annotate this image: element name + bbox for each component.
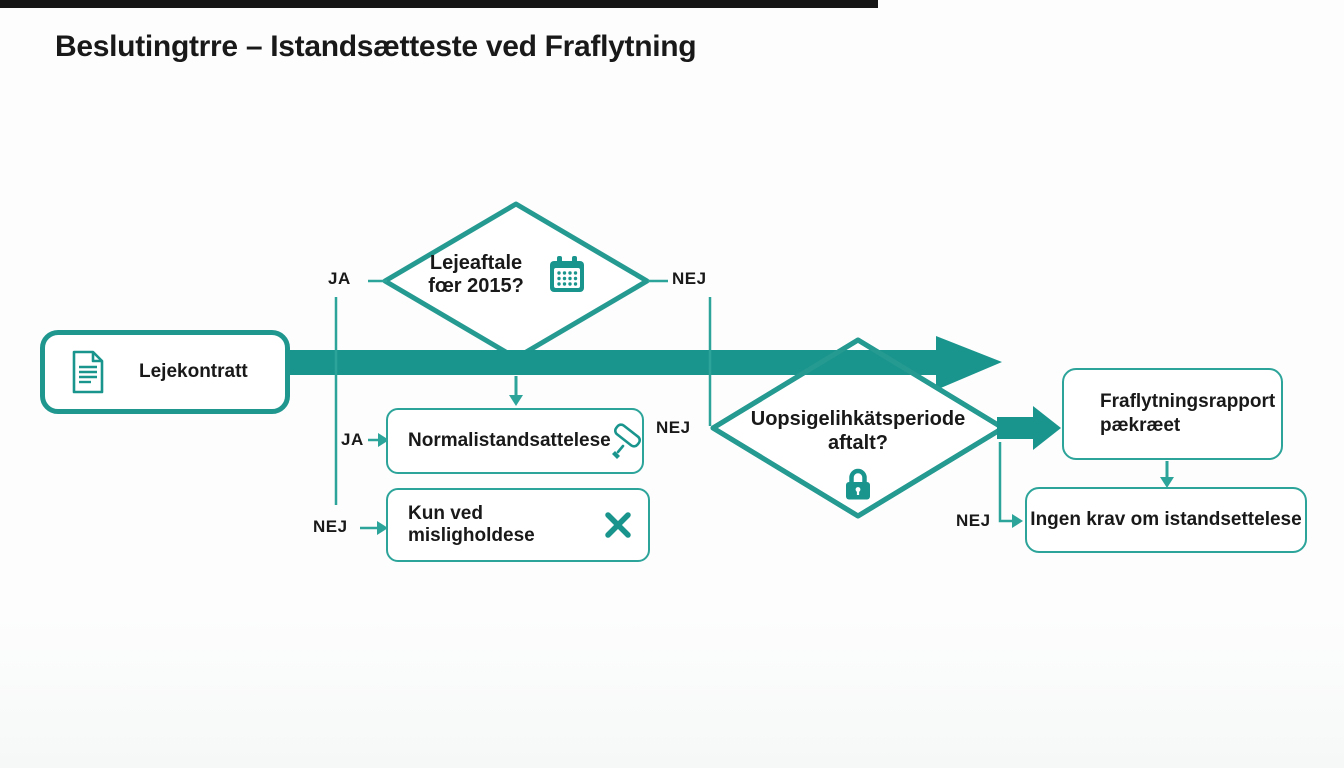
node-lejekontrakt <box>40 330 290 414</box>
main-flow-arrowhead <box>936 336 1002 390</box>
node-lejekontrakt-label: Lejekontratt <box>139 361 248 382</box>
edge-label-nej2: NEJ <box>656 418 691 437</box>
edge-label-ja2: JA <box>341 430 364 449</box>
rapport-flow-band <box>997 417 1034 439</box>
node-mislighold <box>386 488 650 562</box>
node-lejeaftale-content <box>416 252 586 298</box>
edge-nej4-arrowhead <box>1012 514 1023 528</box>
node-normal-label: Normalistandsattelese <box>408 430 611 451</box>
node-uopsigelse-content <box>748 407 968 501</box>
edge-label-nej1: NEJ <box>672 269 707 288</box>
node-lejeaftale-label: Lejeaftale fœr 2015? <box>428 252 524 297</box>
node-ingenkrav-label: Ingen krav om istandsettelese <box>1030 509 1302 530</box>
edge-diamond1-down-arrowhead <box>509 395 523 406</box>
edge-label-nej4: NEJ <box>956 511 991 530</box>
document-icon <box>71 350 105 394</box>
node-ingenkrav <box>1025 487 1307 553</box>
rapport-flow-arrowhead <box>1033 406 1061 450</box>
edge-label-nej3: NEJ <box>313 517 348 536</box>
page-title: Beslutingtrre – Istandsætteste ved Fraflytning <box>55 30 697 63</box>
edge-label-ja1: JA <box>328 269 351 288</box>
node-normal <box>386 408 644 474</box>
paint-roller-icon <box>611 422 647 460</box>
calendar-icon <box>548 255 586 295</box>
main-flow-band <box>290 350 938 375</box>
lock-icon <box>843 468 873 501</box>
edge-nej4-line <box>1000 442 1013 521</box>
node-mislighold-label: Kun ved misligholdese <box>408 503 535 546</box>
node-rapport-line2: pækræet <box>1100 415 1181 436</box>
node-rapport <box>1062 368 1283 460</box>
node-uopsigelse-label: Uopsigelihkätsperiode aftalt? <box>750 408 966 454</box>
x-mark-icon <box>604 511 632 539</box>
node-rapport-line1: Fraflytningsrapport <box>1100 391 1276 412</box>
